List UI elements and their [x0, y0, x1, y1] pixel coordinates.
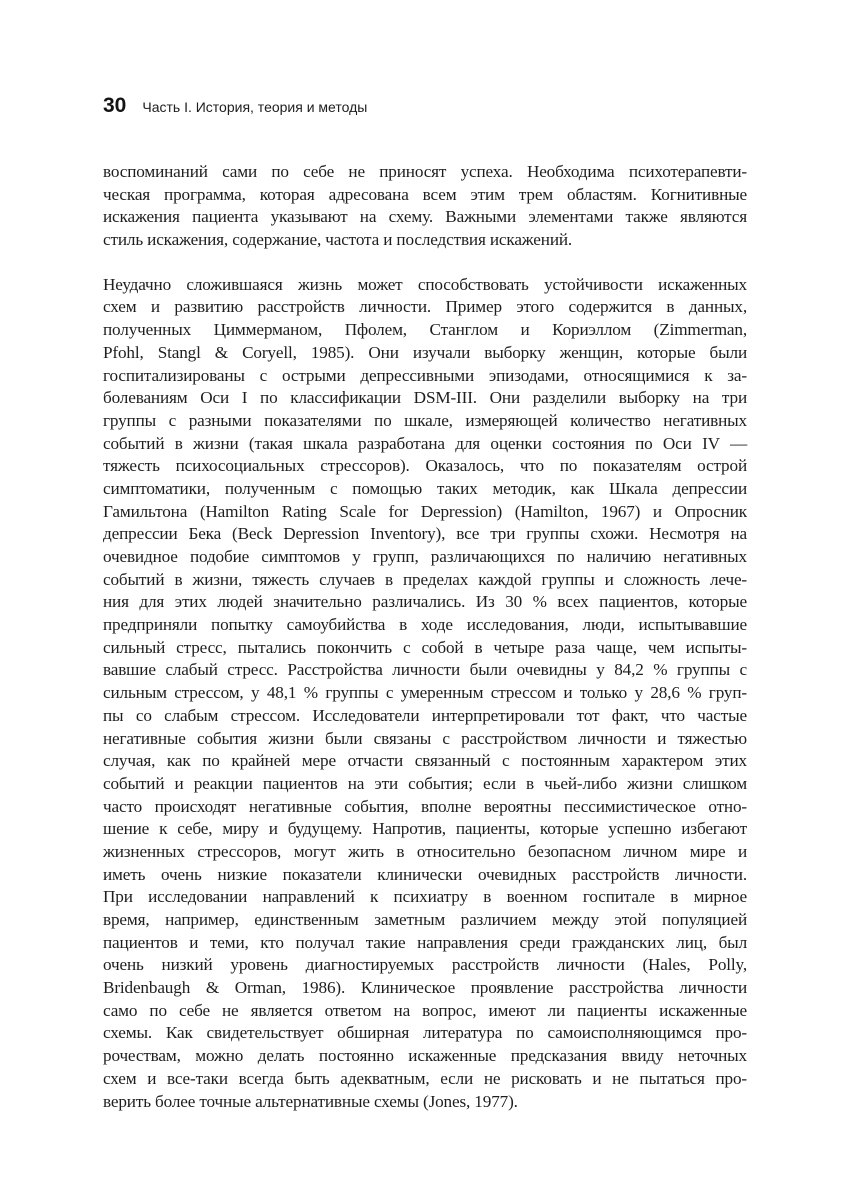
paragraph [103, 161, 747, 252]
text-line: полученных Циммерманом, Пфолем, Станглом и Кориэллом (Zimmerman, [103, 320, 747, 340]
page-header [103, 94, 367, 118]
text-line: воспоминаний сами по себе не приносят успеха. Необходима психотерапевти- [103, 162, 747, 181]
text-line: стиль искажения, содержание, частота и последствия искажений. [103, 230, 573, 250]
text-line: предприняли попытку самоубийства в ходе исследования, люди, испытывавшие [103, 615, 747, 635]
text-line: событий и реакции пациентов на эти события; если в чьей-либо жизни слишком [103, 773, 747, 793]
text-line: пациентов и теми, кто получал такие направления среди гражданских лиц, был [103, 932, 747, 952]
text-line: сильный стресс, пытались покончить с собой в четыре раза чаще, чем испыты- [103, 637, 747, 657]
page-number: 30 [103, 94, 127, 117]
text-line: тяжесть психосоциальных стрессоров). Оказалось, что по показателям острой [103, 456, 747, 476]
text-line: само по себе не является ответом на вопрос, имеют ли пациенты искаженные [103, 1000, 747, 1020]
text-line: симптоматики, полученным с помощью таких методик, как Шкала депрессии [103, 478, 747, 498]
text-line: ческая программа, которая адресована всем этим трем областям. Когнитивные [103, 184, 747, 204]
text-line: депрессии Бека (Beck Depression Inventory), все три группы схожи. Несмотря на [103, 524, 747, 544]
text-line: ния для этих людей значительно различались. Из 30 % всех пациентов, которые [103, 592, 747, 612]
text-line: шение к себе, миру и будущему. Напротив, пациенты, которые успешно избегают [103, 819, 747, 839]
text-line: событий в жизни, тяжесть случаев в пределах каждой группы и сложность лече- [103, 569, 747, 589]
text-line: Неудачно сложившаяся жизнь может способствовать устойчивости искаженных [103, 274, 747, 294]
text-line: случая, как по крайней мере отчасти связанный с постоянным характером этих [103, 751, 747, 771]
text-line: Гамильтона (Hamilton Rating Scale for Depression) (Hamilton, 1967) и Опросник [103, 501, 747, 521]
text-line: пы со слабым стрессом. Исследователи интерпретировали тот факт, что частые [103, 705, 747, 725]
text-line: группы с разными показателями по шкале, измеряющей количество негативных [103, 410, 747, 430]
text-line: Pfohl, Stangl & Coryell, 1985). Они изучали выборку женщин, которые были [103, 342, 747, 362]
text-line: При исследовании направлений к психиатру в военном госпитале в мирное [103, 887, 747, 907]
text-line: очень низкий уровень диагностируемых расстройств личности (Hales, Polly, [103, 955, 747, 975]
body-text [103, 161, 747, 1113]
running-title: Часть I. История, теория и методы [142, 99, 368, 115]
text-line: жизненных стрессоров, могут жить в относительно безопасном личном мире и [103, 841, 747, 861]
paragraph-gap [103, 252, 747, 274]
text-line: схем и развитию расстройств личности. Пример этого содержится в данных, [103, 297, 747, 317]
text-line: болеваниям Оси I по классификации DSM-III. Они разделили выборку на три [103, 388, 747, 408]
text-line: схем и все-таки всегда быть адекватным, если не рисковать и не пытаться про- [103, 1068, 747, 1088]
text-line: искажения пациента указывают на схему. Важными элементами также являются [103, 207, 747, 227]
paragraph [103, 274, 747, 1113]
text-line: иметь очень низкие показатели клинически очевидных расстройств личности. [103, 864, 747, 884]
text-line: очевидное подобие симптомов у групп, различающихся по наличию негативных [103, 547, 747, 566]
text-line: негативные события жизни были связаны с расстройством личности и тяжестью [103, 728, 747, 748]
text-line: событий в жизни (такая шкала разработана для оценки состояния по Оси IV — [103, 433, 747, 453]
text-line: время, например, единственным заметным различием между этой популяцией [103, 910, 747, 929]
text-line: госпитализированы с острыми депрессивными эпизодами, относящимися к за- [103, 365, 747, 385]
text-line: сильным стрессом, у 48,1 % группы с умеренным стрессом и только у 28,6 % груп- [103, 683, 747, 703]
text-line: Bridenbaugh & Orman, 1986). Клиническое проявление расстройства личности [103, 978, 747, 998]
text-line: верить более точные альтернативные схемы (Jones, 1977). [103, 1091, 518, 1111]
text-line: рочествам, можно делать постоянно искаженные предсказания ввиду неточных [103, 1046, 747, 1066]
text-line: часто происходят негативные события, вполне вероятны пессимистическое отно- [103, 796, 747, 816]
text-line: схемы. Как свидетельствует обширная литература по самоисполняющимся про- [103, 1023, 747, 1043]
text-line: вавшие слабый стресс. Расстройства личности были очевидны у 84,2 % группы с [103, 660, 747, 680]
